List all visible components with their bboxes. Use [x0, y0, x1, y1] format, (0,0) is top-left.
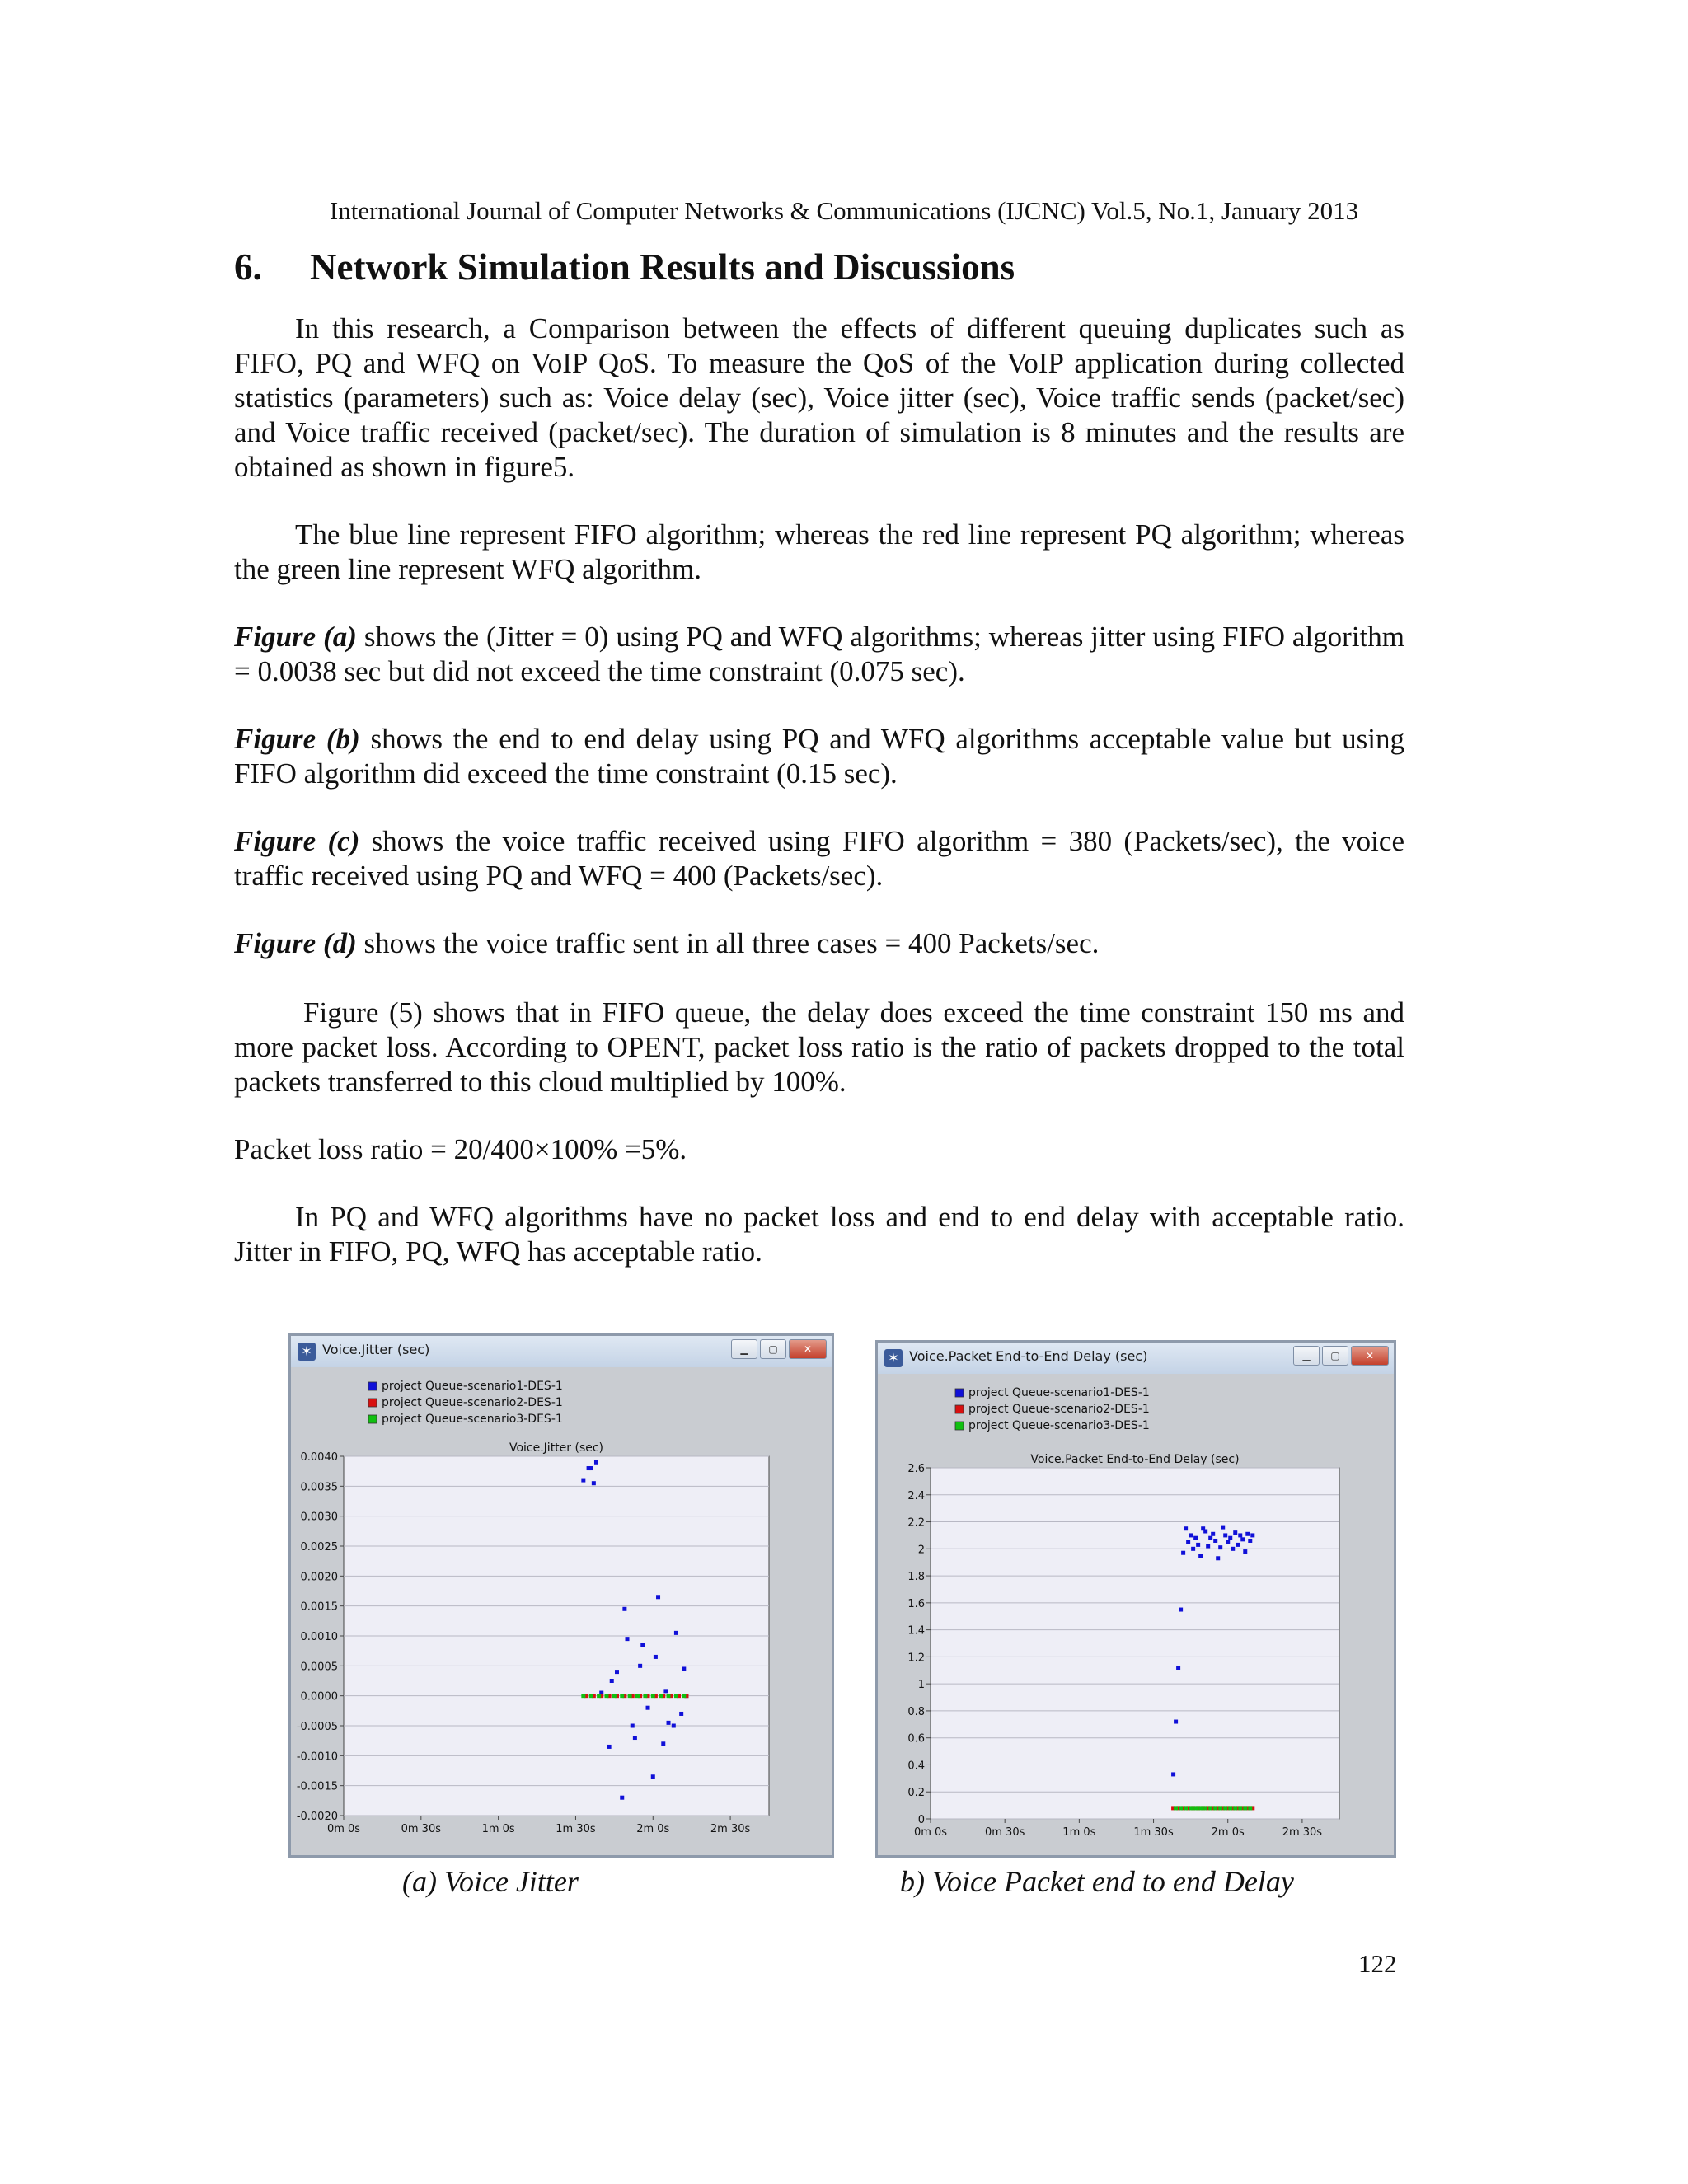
- caption-b: b) Voice Packet end to end Delay: [900, 1865, 1294, 1898]
- data-point: [581, 1479, 585, 1483]
- delay-chart: [883, 1379, 1389, 1850]
- legend-label: project Queue-scenario2-DES-1: [968, 1403, 1150, 1416]
- tick-label-x: 1m 0s: [1062, 1826, 1096, 1839]
- window-title: Voice.Jitter (sec): [322, 1342, 430, 1357]
- paragraph-figure-b: [234, 722, 1404, 791]
- data-point: [674, 1694, 678, 1698]
- data-point: [646, 1706, 650, 1710]
- data-point: [1179, 1608, 1183, 1612]
- data-point: [626, 1637, 630, 1641]
- tick-label-x: 1m 30s: [1133, 1826, 1174, 1839]
- data-point: [1216, 1556, 1220, 1560]
- data-point: [1213, 1806, 1217, 1810]
- data-point: [1250, 1533, 1254, 1537]
- chart-window-delay[interactable]: [875, 1340, 1396, 1858]
- data-point: [615, 1670, 619, 1674]
- data-point: [589, 1694, 593, 1698]
- data-point: [1218, 1806, 1222, 1810]
- tick-label-x: 1m 30s: [556, 1823, 596, 1835]
- tick-label-x: 2m 30s: [1282, 1826, 1323, 1839]
- data-point: [1233, 1806, 1237, 1810]
- data-point: [1198, 1554, 1203, 1558]
- legend-label: project Queue-scenario3-DES-1: [382, 1413, 563, 1426]
- tick-label-y: 2.2: [907, 1516, 925, 1530]
- minimize-button[interactable]: ▁: [731, 1339, 757, 1359]
- minimize-button[interactable]: ▁: [1293, 1346, 1320, 1366]
- tick-label-x: 2m 0s: [1211, 1826, 1245, 1839]
- figure-c-label: Figure (c): [234, 825, 360, 857]
- data-point: [1248, 1806, 1252, 1810]
- tick-label-y: 0.0035: [300, 1481, 338, 1494]
- data-point: [1174, 1720, 1178, 1724]
- legend-swatch: [368, 1382, 377, 1390]
- data-point: [589, 1466, 593, 1470]
- figure-a-label: Figure (a): [234, 621, 357, 653]
- data-point: [620, 1694, 624, 1698]
- chart-window-jitter[interactable]: [288, 1333, 834, 1858]
- paragraph-colors: The blue line represent FIFO algorithm; whereas the red line represent PQ algorithm; whereas the green line represent WFQ algorithm.: [234, 518, 1404, 585]
- data-point: [1240, 1537, 1245, 1541]
- data-point: [1208, 1806, 1212, 1810]
- page-number: 122: [1358, 1949, 1397, 1978]
- paragraph-figure-d: [234, 926, 1404, 961]
- tick-label-y: 1.4: [907, 1624, 925, 1638]
- tick-label-y: 0.2: [907, 1787, 925, 1800]
- maximize-button[interactable]: ▢: [1322, 1346, 1348, 1366]
- data-point: [1196, 1543, 1200, 1547]
- tick-label-y: 0.0020: [300, 1571, 338, 1584]
- data-point: [1208, 1536, 1212, 1540]
- data-point: [640, 1643, 645, 1647]
- data-point: [612, 1694, 617, 1698]
- figure-d-label: Figure (d): [234, 927, 357, 959]
- data-point: [1198, 1806, 1203, 1810]
- data-point: [1231, 1547, 1235, 1551]
- figure-b-label: Figure (b): [234, 723, 360, 755]
- close-button[interactable]: ✕: [1351, 1346, 1389, 1366]
- tick-label-y: 1: [917, 1679, 925, 1692]
- data-point: [1189, 1533, 1193, 1537]
- data-point: [663, 1689, 668, 1693]
- tick-label-y: -0.0010: [296, 1750, 338, 1764]
- data-point: [1174, 1806, 1178, 1810]
- data-point: [581, 1694, 585, 1698]
- tick-label-y: 0.0030: [300, 1511, 338, 1524]
- data-point: [1223, 1806, 1227, 1810]
- data-point: [610, 1679, 614, 1683]
- data-point: [1218, 1545, 1222, 1549]
- data-point: [1236, 1543, 1240, 1547]
- app-icon: ✶: [298, 1343, 316, 1361]
- tick-label-y: 0.0025: [300, 1541, 338, 1554]
- legend-swatch: [368, 1399, 377, 1407]
- data-point: [1171, 1772, 1175, 1776]
- data-point: [607, 1745, 612, 1749]
- tick-label-y: 1.6: [907, 1597, 925, 1610]
- data-point: [1213, 1539, 1217, 1543]
- paragraph-figure-a: [234, 620, 1404, 689]
- data-point: [1243, 1806, 1247, 1810]
- data-point: [643, 1694, 647, 1698]
- tick-label-y: 2.6: [907, 1463, 925, 1475]
- data-point: [1193, 1806, 1198, 1810]
- data-point: [633, 1736, 637, 1740]
- data-point: [1248, 1539, 1252, 1543]
- legend-swatch: [955, 1405, 964, 1413]
- tick-label-y: 2: [917, 1544, 925, 1557]
- data-point: [1176, 1666, 1180, 1670]
- data-point: [1228, 1536, 1232, 1540]
- tick-label-y: 0.4: [907, 1760, 925, 1773]
- data-point: [1186, 1540, 1190, 1544]
- data-point: [1189, 1806, 1193, 1810]
- figure-c-text: shows the voice traffic received using FIFO algorithm = 380 (Packets/sec), the voice traffic received using PQ and WFQ = 400 (Packets/sec).: [234, 825, 1404, 892]
- data-point: [651, 1774, 655, 1779]
- tick-label-y: 0.0015: [300, 1601, 338, 1614]
- plot-area: [931, 1468, 1339, 1819]
- data-point: [667, 1721, 671, 1725]
- data-point: [1203, 1806, 1207, 1810]
- paragraph-packet-loss: Figure (5) shows that in FIFO queue, the delay does exceed the time constraint 150 ms and more packet loss. According to OPENT, packet loss ratio is the ratio of packets dropped to the total packets transferred to this cloud multiplied by 100%.: [234, 996, 1404, 1098]
- tick-label-y: 0.0010: [300, 1631, 338, 1643]
- tick-label-y: -0.0005: [296, 1721, 338, 1733]
- data-point: [604, 1694, 608, 1698]
- data-point: [682, 1666, 686, 1671]
- figure-a-text: shows the (Jitter = 0) using PQ and WFQ algorithms; whereas jitter using FIFO algorithm = 0.0038 sec but did not exceed the time constraint (0.075 sec).: [234, 621, 1404, 687]
- tick-label-x: 0m 30s: [984, 1826, 1025, 1839]
- data-point: [1193, 1536, 1198, 1540]
- legend-label: project Queue-scenario1-DES-1: [382, 1380, 563, 1393]
- paragraph-conclusion: In PQ and WFQ algorithms have no packet loss and end to end delay with acceptable ratio. Jitter in FIFO, PQ, WFQ has acceptable ratio.: [234, 1201, 1404, 1268]
- section-heading: [234, 246, 1015, 288]
- paragraph-figure-c: [234, 824, 1404, 893]
- data-point: [597, 1694, 601, 1698]
- data-point: [674, 1631, 678, 1635]
- data-point: [661, 1741, 665, 1746]
- tick-label-y: 0.8: [907, 1705, 925, 1718]
- tick-label-y: 0.0000: [300, 1690, 338, 1704]
- data-point: [1243, 1549, 1247, 1554]
- data-point: [1191, 1547, 1195, 1551]
- data-point: [1203, 1530, 1207, 1534]
- legend-swatch: [368, 1415, 377, 1423]
- data-point: [1233, 1530, 1237, 1535]
- figure-b-text: shows the end to end delay using PQ and WFQ algorithms acceptable value but using FIFO algorithm did exceed the time constraint (0.15 sec).: [234, 723, 1404, 790]
- data-point: [672, 1724, 676, 1728]
- tick-label-x: 2m 0s: [636, 1823, 670, 1835]
- data-point: [659, 1694, 663, 1698]
- data-point: [638, 1664, 642, 1668]
- data-point: [628, 1694, 632, 1698]
- plot-title: Voice.Packet End-to-End Delay (sec): [1030, 1453, 1240, 1466]
- data-point: [1228, 1806, 1232, 1810]
- app-icon: ✶: [884, 1349, 903, 1367]
- legend-swatch: [955, 1389, 964, 1397]
- data-point: [1238, 1533, 1242, 1537]
- tick-label-x: 1m 0s: [481, 1823, 515, 1835]
- tick-label-x: 0m 0s: [913, 1826, 948, 1839]
- data-point: [1184, 1526, 1188, 1530]
- data-point: [1223, 1533, 1227, 1537]
- tick-label-x: 0m 30s: [401, 1823, 442, 1835]
- tick-label-y: -0.0015: [296, 1780, 338, 1793]
- tick-label-x: 0m 0s: [326, 1823, 361, 1835]
- data-point: [1181, 1551, 1185, 1555]
- tick-label-y: 0.0040: [300, 1451, 338, 1464]
- data-point: [1179, 1806, 1183, 1810]
- data-point: [1226, 1540, 1230, 1544]
- tick-label-y: -0.0020: [296, 1811, 338, 1823]
- figure-d-text: shows the voice traffic sent in all three cases = 400 Packets/sec.: [356, 927, 1100, 959]
- data-point: [656, 1595, 660, 1599]
- window-titlebar[interactable]: [291, 1336, 832, 1367]
- data-point: [592, 1481, 596, 1485]
- tick-label-y: 1.2: [907, 1652, 925, 1665]
- jitter-chart: [296, 1372, 827, 1850]
- data-point: [1221, 1526, 1225, 1530]
- legend-label: project Queue-scenario1-DES-1: [968, 1386, 1150, 1399]
- section-title: Network Simulation Results and Discussions: [310, 246, 1015, 288]
- tick-label-y: 0.0005: [300, 1661, 338, 1674]
- data-point: [631, 1724, 635, 1728]
- data-point: [679, 1712, 683, 1716]
- tick-label-x: 2m 30s: [710, 1823, 751, 1835]
- data-point: [1245, 1532, 1250, 1536]
- data-point: [682, 1694, 686, 1698]
- legend-swatch: [955, 1422, 964, 1430]
- paragraph-loss-ratio: Packet loss ratio = 20/400×100% =5%.: [234, 1133, 687, 1165]
- data-point: [654, 1655, 658, 1659]
- section-number: 6.: [234, 246, 262, 288]
- data-point: [622, 1607, 626, 1611]
- tick-label-y: 2.4: [907, 1489, 925, 1502]
- legend-label: project Queue-scenario2-DES-1: [382, 1396, 563, 1409]
- data-point: [620, 1796, 624, 1800]
- data-point: [1211, 1532, 1215, 1536]
- paragraph-intro: In this research, a Comparison between the effects of different queuing duplicates such as FIFO, PQ and WFQ on VoIP QoS. To measure the QoS of the VoIP application during collected statistics (parameters) such as: Voice delay (sec), Voice jitter (sec), Voice traffic sends (packet/sec) and Voice traffic received (packet/sec). The duration of simulation is 8 minutes and the results are obtained as shown in figure5.: [234, 312, 1404, 483]
- data-point: [667, 1694, 671, 1698]
- tick-label-y: 1.8: [907, 1571, 925, 1584]
- plot-title: Voice.Jitter (sec): [509, 1441, 604, 1455]
- data-point: [1184, 1806, 1188, 1810]
- data-point: [1206, 1544, 1210, 1549]
- tick-label-y: 0.6: [907, 1732, 925, 1746]
- caption-a: (a) Voice Jitter: [402, 1865, 579, 1898]
- window-title: Voice.Packet End-to-End Delay (sec): [909, 1348, 1148, 1364]
- window-titlebar[interactable]: [878, 1343, 1394, 1374]
- running-header: International Journal of Computer Networks & Communications (IJCNC) Vol.5, No.1, January 2013: [329, 196, 1359, 225]
- data-point: [635, 1694, 640, 1698]
- data-point: [1238, 1806, 1242, 1810]
- maximize-button[interactable]: ▢: [760, 1339, 786, 1359]
- close-button[interactable]: ✕: [789, 1339, 827, 1359]
- data-point: [651, 1694, 655, 1698]
- legend-label: project Queue-scenario3-DES-1: [968, 1419, 1150, 1432]
- tick-label-y: 0: [917, 1814, 925, 1826]
- data-point: [594, 1460, 598, 1465]
